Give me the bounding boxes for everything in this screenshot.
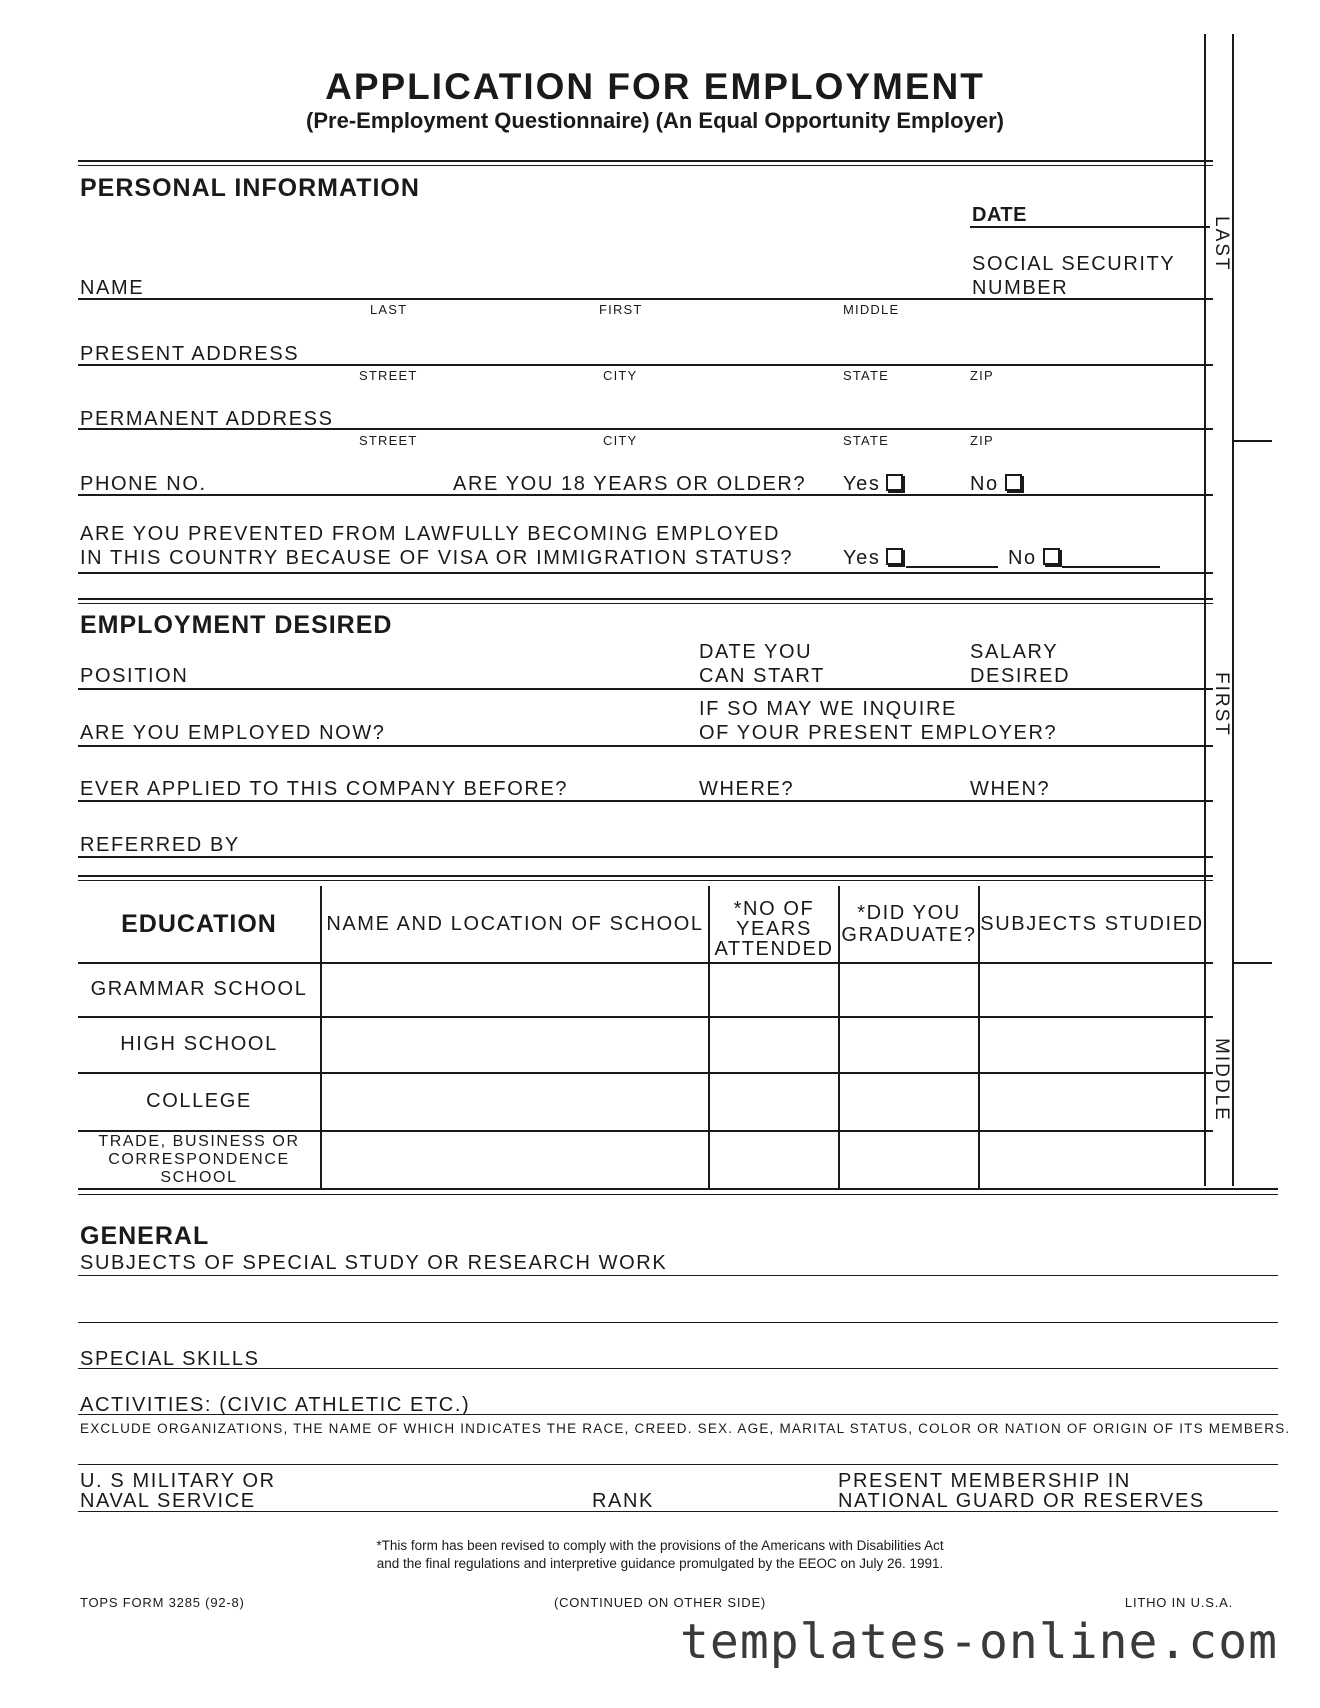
applied-before-label: EVER APPLIED TO THIS COMPANY BEFORE? bbox=[80, 778, 569, 800]
address-part-street: STREET bbox=[359, 368, 418, 383]
permanent-address-label: PERMANENT ADDRESS bbox=[80, 408, 334, 430]
address-part-city: CITY bbox=[603, 368, 638, 383]
table-col-divider bbox=[838, 886, 840, 1188]
present-address-line bbox=[78, 364, 1213, 366]
table-row-label: HIGH SCHOOL bbox=[120, 1032, 278, 1055]
side-strip-right-border bbox=[1232, 34, 1234, 1186]
section-rule bbox=[78, 1188, 1278, 1190]
checkbox-icon[interactable] bbox=[886, 548, 903, 565]
section-rule bbox=[78, 603, 1213, 604]
visa-no-option[interactable] bbox=[1008, 547, 1060, 570]
address-part-zip: ZIP bbox=[970, 368, 994, 383]
address-part-state: STATE bbox=[843, 433, 889, 448]
side-strip-divider bbox=[1232, 440, 1272, 442]
ada-note-2: and the final regulations and interpretive guidance promulgated by the EEOC on July 26. 1991. bbox=[376, 1556, 944, 1571]
where-label: WHERE? bbox=[699, 778, 795, 800]
address-part-state: STATE bbox=[843, 368, 889, 383]
salary-field[interactable] bbox=[1070, 660, 1200, 684]
special-study-field-2[interactable] bbox=[80, 1296, 1270, 1320]
special-skills-line bbox=[78, 1368, 1278, 1369]
phone-field[interactable] bbox=[210, 468, 440, 492]
inquire-field[interactable] bbox=[1050, 717, 1200, 741]
name-part-first: FIRST bbox=[599, 302, 643, 317]
address-part-city: CITY bbox=[603, 433, 638, 448]
start-date-label: DATE YOU bbox=[699, 641, 813, 663]
permanent-address-line bbox=[78, 428, 1213, 430]
employed-now-field[interactable] bbox=[380, 717, 680, 741]
activities-label: ACTIVITIES: (CIVIC ATHLETIC ETC.) bbox=[80, 1394, 471, 1416]
visa-question: ARE YOU PREVENTED FROM LAWFULLY BECOMING EMPLOYED bbox=[80, 523, 781, 545]
table-col-divider bbox=[708, 886, 710, 1188]
checkbox-icon[interactable] bbox=[886, 474, 903, 491]
special-study-label: SUBJECTS OF SPECIAL STUDY OR RESEARCH WORK bbox=[80, 1252, 668, 1274]
position-field[interactable] bbox=[190, 660, 680, 684]
table-row-label: TRADE, BUSINESS OR CORRESPONDENCE SCHOOL bbox=[98, 1133, 300, 1186]
special-skills-field[interactable] bbox=[250, 1343, 1270, 1367]
military-field[interactable] bbox=[250, 1486, 580, 1508]
age-question: ARE YOU 18 YEARS OR OLDER? bbox=[453, 473, 807, 495]
exclude-note: EXCLUDE ORGANIZATIONS, THE NAME OF WHICH INDICATES THE RACE, CREED. SEX. AGE, MARITAL STATUS, COLOR OR NATION OF ORIGIN OF ITS MEMBERS. bbox=[80, 1421, 1291, 1436]
activities-field[interactable] bbox=[420, 1389, 1270, 1413]
section-rule bbox=[78, 165, 1213, 166]
col-school-header: NAME AND LOCATION OF SCHOOL bbox=[326, 912, 704, 935]
watermark-text: templates-online.com bbox=[680, 1614, 1278, 1670]
section-rule bbox=[78, 880, 1213, 881]
start-date-field[interactable] bbox=[820, 660, 960, 684]
checkbox-icon[interactable] bbox=[1005, 474, 1022, 491]
position-label: POSITION bbox=[80, 665, 189, 687]
rank-field[interactable] bbox=[660, 1486, 830, 1508]
table-row-label: GRAMMAR SCHOOL bbox=[90, 977, 308, 1000]
visa-yes-line bbox=[906, 566, 998, 568]
continued-note: (CONTINUED ON OTHER SIDE) bbox=[553, 1595, 767, 1610]
applied-before-field[interactable] bbox=[550, 773, 680, 797]
litho-note: LITHO IN U.S.A. bbox=[1124, 1595, 1233, 1610]
date-line bbox=[970, 226, 1210, 228]
phone-label: PHONE NO. bbox=[80, 473, 207, 495]
form-id: TOPS FORM 3285 (92-8) bbox=[80, 1595, 245, 1610]
where-field[interactable] bbox=[800, 773, 960, 797]
military-label-2: NAVAL SERVICE bbox=[80, 1490, 256, 1512]
employed-now-label: ARE YOU EMPLOYED NOW? bbox=[80, 722, 386, 744]
side-strip-divider bbox=[1232, 962, 1272, 964]
visa-question-2: IN THIS COUNTRY BECAUSE OF VISA OR IMMIGRATION STATUS? bbox=[80, 547, 794, 569]
ssn-label-2: NUMBER bbox=[972, 277, 1069, 299]
form-subtitle: (Pre-Employment Questionnaire) (An Equal Opportunity Employer) bbox=[306, 108, 1004, 133]
employment-heading: EMPLOYMENT DESIRED bbox=[80, 611, 393, 639]
col-subjects-header: SUBJECTS STUDIED bbox=[980, 912, 1204, 935]
special-skills-label: SPECIAL SKILLS bbox=[80, 1348, 260, 1370]
military-label: U. S MILITARY OR bbox=[80, 1470, 276, 1492]
guard-label: PRESENT MEMBERSHIP IN bbox=[838, 1470, 1131, 1492]
visa-line bbox=[78, 572, 1213, 574]
referred-by-line bbox=[78, 856, 1213, 858]
present-address-label: PRESENT ADDRESS bbox=[80, 343, 300, 365]
col-years-header: *NO OF YEARS ATTENDED bbox=[714, 898, 834, 960]
special-study-line-2 bbox=[78, 1322, 1278, 1323]
personal-heading: PERSONAL INFORMATION bbox=[80, 174, 420, 202]
start-date-label-2: CAN START bbox=[699, 665, 825, 687]
section-rule bbox=[78, 598, 1213, 600]
guard-field[interactable] bbox=[1160, 1486, 1270, 1508]
no-label: No bbox=[1008, 547, 1037, 569]
name-part-middle: MIDDLE bbox=[843, 302, 900, 317]
education-heading: EDUCATION bbox=[121, 909, 277, 938]
checkbox-icon[interactable] bbox=[1043, 548, 1060, 565]
form-title: APPLICATION FOR EMPLOYMENT bbox=[325, 66, 985, 107]
name-label: NAME bbox=[80, 277, 145, 299]
date-label: DATE bbox=[972, 204, 1027, 226]
referred-by-label: REFERRED BY bbox=[80, 834, 240, 856]
section-rule bbox=[78, 1194, 1278, 1195]
side-strip-left-border bbox=[1204, 34, 1206, 1186]
guard-label-2: NATIONAL GUARD OR RESERVES bbox=[838, 1490, 1205, 1512]
salary-label-2: DESIRED bbox=[970, 665, 1071, 687]
side-label-first: FIRST bbox=[1211, 672, 1232, 737]
ada-note: *This form has been revised to comply with the provisions of the Americans with Disabilities Act bbox=[376, 1538, 944, 1553]
general-heading: GENERAL bbox=[80, 1222, 210, 1250]
no-label: No bbox=[970, 473, 999, 495]
applied-before-line bbox=[78, 800, 1213, 802]
employed-now-line bbox=[78, 745, 1213, 747]
ssn-field[interactable] bbox=[1070, 273, 1200, 297]
section-rule bbox=[78, 875, 1213, 877]
inquire-label-2: OF YOUR PRESENT EMPLOYER? bbox=[699, 722, 1058, 744]
phone-line bbox=[78, 494, 1213, 496]
rank-label: RANK bbox=[592, 1490, 654, 1512]
visa-yes-option[interactable] bbox=[843, 547, 903, 570]
present-address-field[interactable] bbox=[300, 338, 1200, 362]
table-row-label: COLLEGE bbox=[146, 1089, 252, 1112]
name-line bbox=[78, 298, 1213, 300]
side-label-last: LAST bbox=[1211, 216, 1232, 272]
position-line bbox=[78, 688, 1213, 690]
age-no-option[interactable] bbox=[970, 473, 1022, 496]
when-label: WHEN? bbox=[970, 778, 1051, 800]
special-study-line bbox=[78, 1275, 1278, 1276]
military-line bbox=[78, 1511, 1278, 1512]
name-field[interactable] bbox=[150, 272, 950, 296]
visa-no-line bbox=[1062, 566, 1160, 568]
activities-line bbox=[78, 1414, 1278, 1415]
salary-label: SALARY bbox=[970, 641, 1059, 663]
yes-label: Yes bbox=[843, 547, 881, 569]
when-field[interactable] bbox=[1060, 773, 1200, 797]
section-rule bbox=[78, 160, 1213, 162]
inquire-label: IF SO MAY WE INQUIRE bbox=[699, 698, 957, 720]
referred-by-field[interactable] bbox=[240, 829, 1200, 853]
special-study-field[interactable] bbox=[650, 1247, 1270, 1271]
name-part-last: LAST bbox=[370, 302, 408, 317]
ssn-label: SOCIAL SECURITY bbox=[972, 253, 1176, 275]
address-part-street: STREET bbox=[359, 433, 418, 448]
military-top-line bbox=[78, 1464, 1278, 1465]
date-field[interactable] bbox=[1040, 204, 1200, 228]
yes-label: Yes bbox=[843, 473, 881, 495]
permanent-address-field[interactable] bbox=[330, 402, 1200, 426]
col-graduate-header: *DID YOU GRADUATE? bbox=[841, 902, 977, 946]
age-yes-option[interactable] bbox=[843, 473, 903, 496]
address-part-zip: ZIP bbox=[970, 433, 994, 448]
side-label-middle: MIDDLE bbox=[1211, 1038, 1232, 1122]
